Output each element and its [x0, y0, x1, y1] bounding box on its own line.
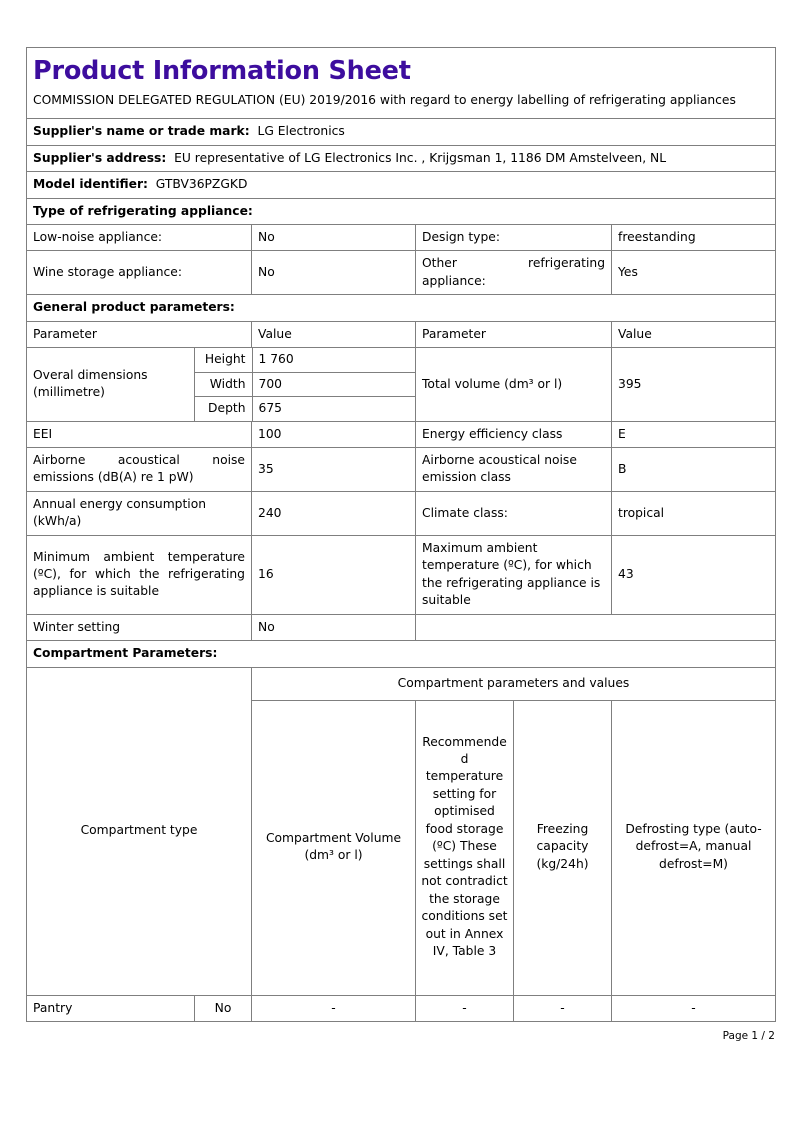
product-information-sheet	[26, 47, 775, 1042]
appliance-type-section-label: Type of refrigerating appliance:	[27, 198, 776, 224]
low-noise-value: No	[252, 224, 416, 250]
dimensions-label: Overal dimensions (millimetre)	[27, 348, 195, 421]
regulation-row	[27, 88, 776, 118]
other-appliance-label: Other refrigerating appliance:	[416, 251, 612, 295]
regulation-text: COMMISSION DELEGATED REGULATION (EU) 2019/2016 with regard to energy labelling of refrigerating appliances	[33, 93, 736, 108]
compartment-freezing-value: -	[514, 995, 612, 1021]
wine-storage-label: Wine storage appliance:	[27, 251, 252, 295]
energy-efficiency-class-value: E	[612, 421, 776, 447]
other-appliance-value: Yes	[612, 251, 776, 295]
dimension-width-label: Width	[195, 372, 252, 396]
product-info-table	[26, 47, 776, 1022]
title-cell	[27, 48, 776, 89]
compartment-defrosting-header: Defrosting type (auto-defrost=A, manual defrost=M)	[612, 700, 776, 995]
min-ambient-temperature-value: 16	[252, 535, 416, 614]
compartment-section-row	[27, 641, 776, 667]
compartment-defrosting-value: -	[612, 995, 776, 1021]
energy-efficiency-class-label: Energy efficiency class	[416, 421, 612, 447]
ambient-temperature-row	[27, 535, 776, 614]
header-value-2: Value	[612, 321, 776, 347]
noise-emission-class-label: Airborne acoustical noise emission class	[416, 448, 612, 492]
compartment-section-label: Compartment Parameters:	[27, 641, 776, 667]
low-noise-label: Low-noise appliance:	[27, 224, 252, 250]
model-identifier-value: GTBV36PZGKD	[155, 177, 248, 192]
climate-class-value: tropical	[612, 491, 776, 535]
compartment-type-header: Compartment type	[27, 667, 252, 995]
regulation-cell	[27, 88, 776, 118]
dimension-width-value: 700	[252, 372, 416, 396]
eei-row	[27, 421, 776, 447]
noise-emissions-row	[27, 448, 776, 492]
model-identifier-label: Model identifier:	[33, 177, 148, 192]
compartment-temperature-header	[416, 700, 514, 995]
dimension-height-label: Height	[195, 348, 252, 372]
wine-storage-value: No	[252, 251, 416, 295]
total-volume-label: Total volume (dm³ or l)	[416, 348, 612, 421]
annual-energy-label: Annual energy consumption (kWh/a)	[27, 491, 252, 535]
general-parameters-section-label: General product parameters:	[27, 295, 776, 321]
dimension-height-row	[195, 348, 416, 372]
compartment-freezing-header: Freezing capacity (kg/24h)	[514, 700, 612, 995]
supplier-name-label: Supplier's name or trade mark:	[33, 124, 250, 139]
annual-energy-row	[27, 491, 776, 535]
winter-setting-label: Winter setting	[27, 614, 252, 640]
appliance-type-section-row	[27, 198, 776, 224]
dimension-depth-value: 675	[252, 397, 416, 421]
compartment-temperature-value: -	[416, 995, 514, 1021]
compartment-volume-header: Compartment Volume (dm³ or l)	[252, 700, 416, 995]
model-identifier-row	[27, 172, 776, 198]
compartment-volume-value: -	[252, 995, 416, 1021]
dimensions-row	[27, 348, 776, 421]
noise-emissions-value: 35	[252, 448, 416, 492]
winter-setting-value: No	[252, 614, 416, 640]
page-footer: Page 1 / 2	[722, 1030, 775, 1043]
dimension-width-row	[195, 372, 416, 396]
compartment-name: Pantry	[27, 995, 195, 1021]
min-ambient-temperature-label: Minimum ambient temperature (ºC), for which the refrigerating appliance is suitable	[27, 535, 252, 614]
dimensions-subtable-cell	[195, 348, 416, 421]
supplier-address-row	[27, 145, 776, 171]
table-row	[27, 995, 776, 1021]
compartment-group-header-row	[27, 667, 776, 700]
max-ambient-temperature-value: 43	[612, 535, 776, 614]
compartment-present: No	[195, 995, 252, 1021]
max-ambient-temperature-label: Maximum ambient temperature (ºC), for which the refrigerating appliance is suitable	[416, 535, 612, 614]
winter-setting-row	[27, 614, 776, 640]
winter-setting-empty-cell	[416, 614, 776, 640]
supplier-name-row	[27, 119, 776, 145]
low-noise-row	[27, 224, 776, 250]
supplier-address-label: Supplier's address:	[33, 150, 167, 165]
general-parameters-section-row	[27, 295, 776, 321]
general-parameters-header-row	[27, 321, 776, 347]
climate-class-label: Climate class:	[416, 491, 612, 535]
dimensions-subtable	[195, 348, 416, 420]
design-type-label: Design type:	[416, 224, 612, 250]
annual-energy-value: 240	[252, 491, 416, 535]
compartment-temperature-header-main: Recommended temperature setting for optimised food storage (ºC)	[422, 734, 507, 854]
header-parameter-2: Parameter	[416, 321, 612, 347]
header-parameter-1: Parameter	[27, 321, 252, 347]
eei-label: EEI	[27, 421, 252, 447]
title-row	[27, 48, 776, 89]
total-volume-value: 395	[612, 348, 776, 421]
design-type-value: freestanding	[612, 224, 776, 250]
supplier-name-value: LG Electronics	[257, 124, 345, 139]
noise-emissions-label: Airborne acoustical noise emissions (dB(A) re 1 pW)	[27, 448, 252, 492]
compartment-group-header: Compartment parameters and values	[252, 667, 776, 700]
model-identifier-cell	[27, 172, 776, 198]
dimension-height-value: 1 760	[252, 348, 416, 372]
wine-storage-row	[27, 251, 776, 295]
noise-emission-class-value: B	[612, 448, 776, 492]
compartment-temperature-header-note: These settings shall not contradict the storage conditions set out in Annex IV, Table 3	[421, 839, 508, 959]
page-title: Product Information Sheet	[33, 56, 411, 86]
dimension-depth-row	[195, 397, 416, 421]
header-value-1: Value	[252, 321, 416, 347]
supplier-address-value: EU representative of LG Electronics Inc. , Krijgsman 1, 1186 DM Amstelveen, NL	[174, 150, 667, 165]
dimension-depth-label: Depth	[195, 397, 252, 421]
eei-value: 100	[252, 421, 416, 447]
supplier-name-cell	[27, 119, 776, 145]
supplier-address-cell	[27, 145, 776, 171]
